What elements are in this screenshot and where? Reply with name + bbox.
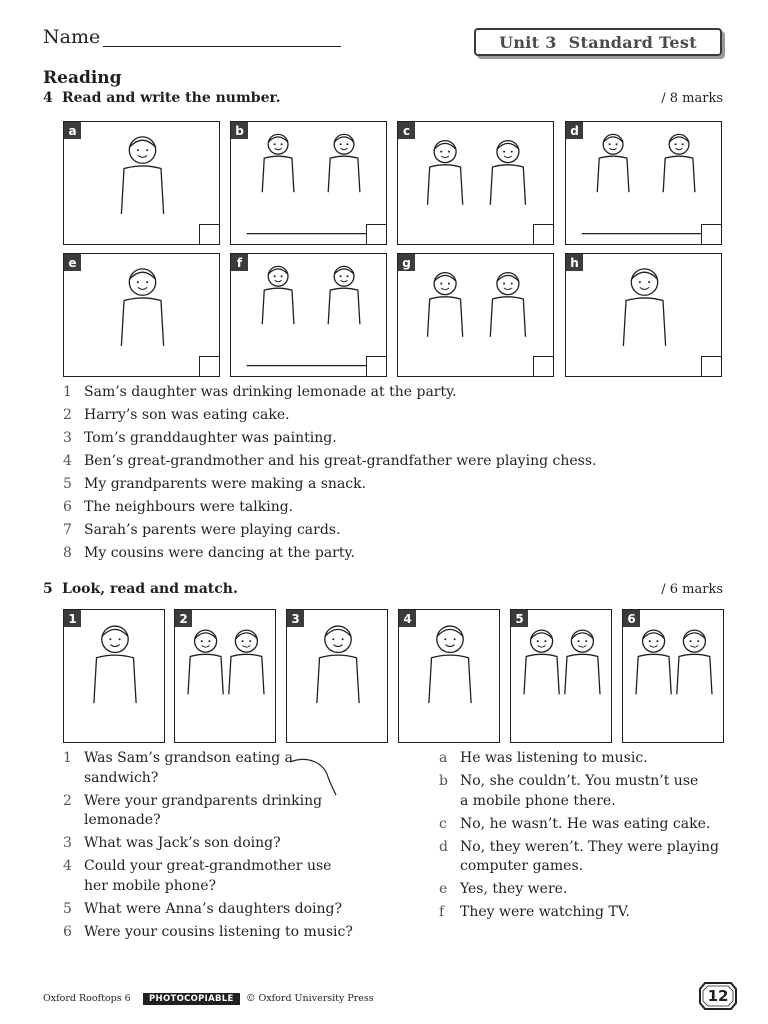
page-number-badge [699, 982, 737, 1010]
match-question-marker: 4 [63, 858, 72, 874]
match-question-marker: 3 [63, 835, 72, 851]
section-title: Reading [43, 68, 122, 88]
q4-picture-g [397, 253, 554, 377]
sentence-text: Sam’s daughter was drinking lemonade at the party. [84, 384, 457, 400]
footer-book: Oxford Rooftops 6 [43, 993, 131, 1004]
match-question [63, 900, 363, 920]
q5-picture-label: 6 [623, 610, 640, 627]
name-label: Name [43, 26, 101, 48]
q5-picture-label: 1 [64, 610, 81, 627]
q4-picture-label: d [566, 122, 583, 139]
footer-copyright: © Oxford University Press [246, 993, 374, 1004]
match-question-text: What was Jack’s son doing? [84, 835, 281, 851]
match-answer-marker: c [439, 815, 447, 832]
sentence-number: 1 [63, 384, 72, 400]
illustration [623, 610, 724, 743]
match-question-text: Were your cousins listening to music? [84, 923, 353, 940]
q4-picture-c [397, 121, 554, 245]
match-answer-marker: d [439, 838, 448, 855]
match-answer-text-cont: computer games. [460, 858, 584, 874]
sentence-number: 5 [63, 476, 72, 492]
q4-picture-label: e [64, 254, 81, 271]
q5-picture-label: 5 [511, 610, 528, 627]
sentence-text: Tom’s granddaughter was painting. [84, 430, 337, 446]
q5-answer-list [439, 749, 729, 926]
illustration [399, 610, 500, 743]
sentence-text: My cousins were dancing at the party. [84, 545, 355, 561]
q4-heading [43, 90, 280, 106]
q5-picture-2 [174, 609, 276, 743]
match-question-text: Were your grandparents drinking [84, 792, 323, 809]
q5-heading [43, 581, 238, 597]
sentence-number: 4 [63, 453, 72, 469]
match-answer [439, 772, 729, 811]
illustration [566, 254, 722, 377]
q5-marks: / 6 marks [661, 582, 723, 597]
sentence-text: Sarah’s parents were playing cards. [84, 522, 341, 538]
sentence-row [63, 404, 723, 427]
match-question-text: What were Anna’s daughters doing? [84, 900, 342, 917]
q4-number: 4 [43, 90, 53, 106]
sentence-number: 6 [63, 499, 72, 515]
match-answer-marker: f [439, 904, 445, 920]
unit-label: Unit 3 [499, 32, 557, 52]
illustration [566, 122, 722, 245]
q4-picture-label: h [566, 254, 583, 271]
q4-picture-label: f [231, 254, 248, 271]
answer-box[interactable] [533, 224, 553, 244]
q4-picture-label: c [398, 122, 415, 139]
illustration [64, 254, 220, 377]
sentence-row [63, 519, 723, 542]
match-answer-text: No, she couldn’t. You mustn’t use [460, 773, 699, 789]
illustration [175, 610, 276, 743]
q5-picture-6 [622, 609, 724, 743]
q4-marks: / 8 marks [661, 91, 723, 106]
sentence-row [63, 496, 723, 519]
match-answer [439, 749, 729, 769]
q5-picture-4 [398, 609, 500, 743]
match-question-text-cont: lemonade? [84, 812, 161, 828]
match-answer-text: No, he wasn’t. He was eating cake. [460, 815, 711, 832]
illustration [231, 122, 387, 245]
test-title: Standard Test [568, 32, 697, 52]
page-number: 12 [707, 987, 729, 1005]
match-answer-marker: a [439, 750, 448, 766]
q4-sentence-list [63, 381, 723, 565]
q4-picture-label: b [231, 122, 248, 139]
illustration [231, 254, 387, 377]
q5-picture-label: 2 [175, 610, 192, 627]
photocopiable-badge: PHOTOCOPIABLE [143, 993, 240, 1005]
answer-box[interactable] [701, 356, 721, 376]
q5-number: 5 [43, 581, 53, 597]
illustration [287, 610, 388, 743]
answer-box[interactable] [199, 356, 219, 376]
answer-box[interactable] [533, 356, 553, 376]
illustration [64, 610, 165, 743]
match-answer-text: He was listening to music. [460, 750, 648, 766]
q5-picture-1 [63, 609, 165, 743]
sentence-text: The neighbours were talking. [84, 499, 294, 515]
q5-instruction: Look, read and match. [62, 581, 238, 597]
answer-box[interactable] [366, 224, 386, 244]
sentence-row [63, 450, 723, 473]
answer-box[interactable] [366, 356, 386, 376]
match-question-marker: 2 [63, 792, 72, 809]
match-question-text: Could your great-grandmother use [84, 858, 332, 874]
q4-picture-e [63, 253, 220, 377]
sentence-number: 8 [63, 545, 72, 561]
sentence-row [63, 381, 723, 404]
q4-picture-b [230, 121, 387, 245]
match-question-marker: 1 [63, 750, 72, 766]
match-answer-marker: b [439, 773, 448, 789]
sentence-number: 7 [63, 522, 72, 538]
q4-picture-d [565, 121, 722, 245]
match-answer [439, 880, 729, 900]
illustration [398, 122, 554, 245]
illustration [511, 610, 612, 743]
match-answer-marker: e [439, 881, 448, 897]
match-answer [439, 838, 729, 877]
match-question-marker: 5 [63, 900, 72, 917]
illustration [398, 254, 554, 377]
example-match-line [286, 755, 346, 800]
match-answer-text: No, they weren’t. They were playing [460, 838, 719, 855]
match-question [63, 923, 363, 943]
name-write-line[interactable] [103, 46, 341, 47]
unit-title-box [474, 28, 722, 56]
q4-picture-h [565, 253, 722, 377]
match-answer-text-cont: a mobile phone there. [460, 792, 616, 809]
match-question-text: Was Sam’s grandson eating a [84, 750, 294, 766]
match-question [63, 834, 363, 854]
q5-picture-5 [510, 609, 612, 743]
q5-picture-label: 3 [287, 610, 304, 627]
q4-picture-label: g [398, 254, 415, 271]
match-answer [439, 815, 729, 835]
q4-picture-a [63, 121, 220, 245]
sentence-text: Ben’s great-grandmother and his great-grandfather were playing chess. [84, 453, 597, 469]
q5-picture-label: 4 [399, 610, 416, 627]
illustration [64, 122, 220, 245]
match-question-text-cont: her mobile phone? [84, 877, 217, 894]
sentence-row [63, 542, 723, 565]
match-question-marker: 6 [63, 923, 72, 940]
sentence-row [63, 427, 723, 450]
sentence-text: Harry’s son was eating cake. [84, 407, 290, 423]
answer-box[interactable] [199, 224, 219, 244]
match-answer-text: They were watching TV. [460, 904, 630, 920]
sentence-number: 3 [63, 430, 72, 446]
q4-instruction: Read and write the number. [62, 90, 281, 106]
q4-picture-label: a [64, 122, 81, 139]
sentence-text: My grandparents were making a snack. [84, 476, 367, 492]
match-answer-text: Yes, they were. [460, 881, 568, 897]
q4-picture-f [230, 253, 387, 377]
sentence-row [63, 473, 723, 496]
answer-box[interactable] [701, 224, 721, 244]
match-answer [439, 903, 729, 923]
q5-picture-3 [286, 609, 388, 743]
sentence-number: 2 [63, 407, 72, 423]
match-question-text-cont: sandwich? [84, 769, 159, 786]
match-question [63, 857, 363, 896]
